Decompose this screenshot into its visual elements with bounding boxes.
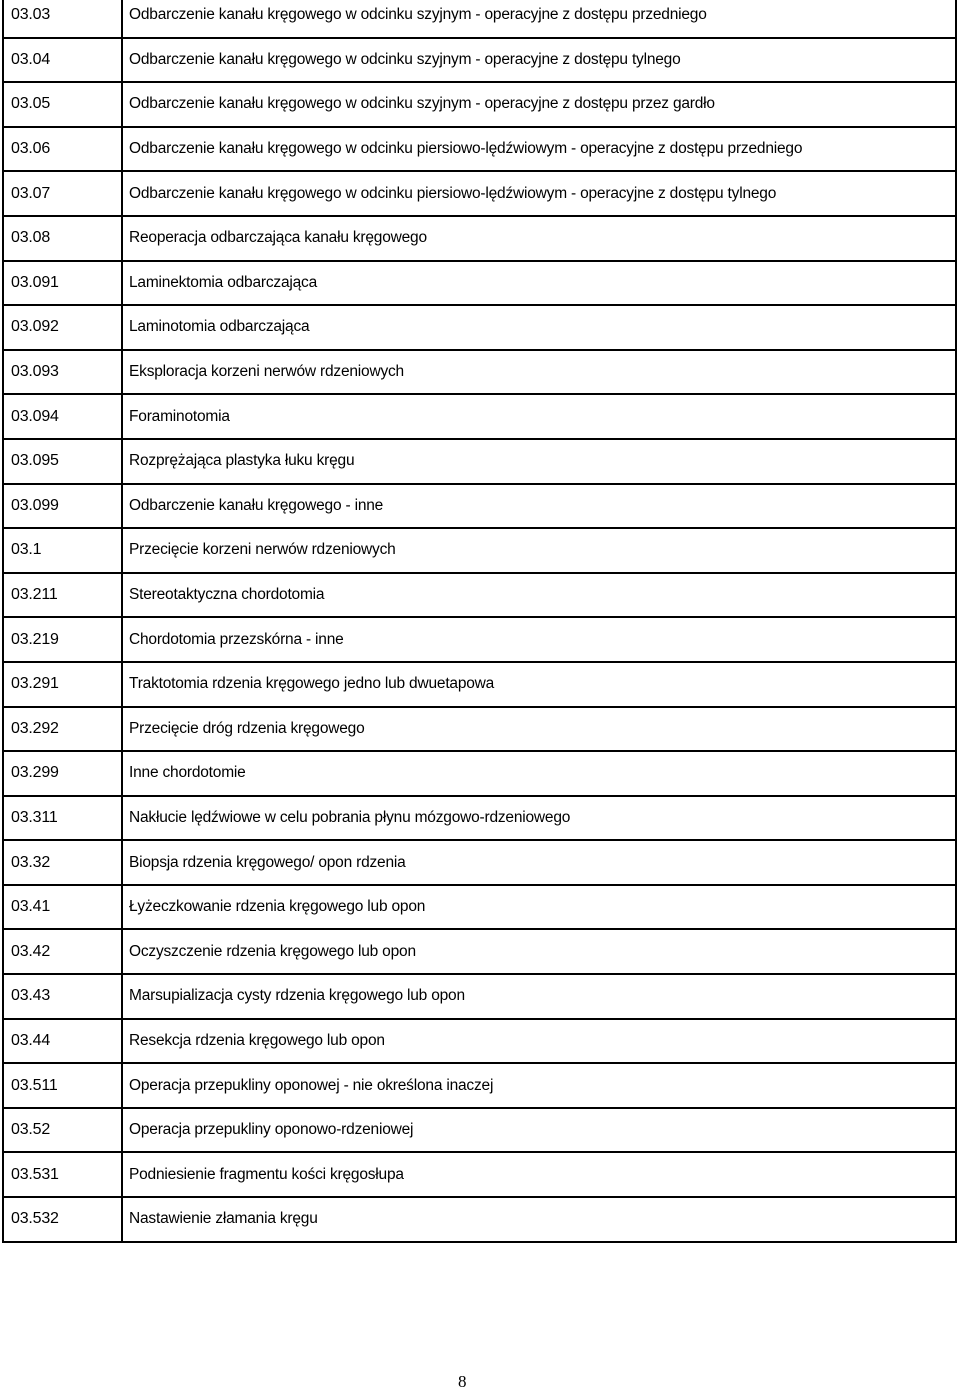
table-row (3, 1152, 956, 1197)
procedure-description: Operacja przepukliny oponowo-rdzeniowej (122, 1108, 956, 1153)
procedure-description: Odbarczenie kanału kręgowego w odcinku szyjnym - operacyjne z dostępu przez gardło (122, 82, 956, 127)
procedure-code: 03.03 (3, 0, 122, 38)
table-row (3, 439, 956, 484)
table-row (3, 1197, 956, 1242)
table-row (3, 1108, 956, 1153)
table-row (3, 573, 956, 618)
procedure-description: Przecięcie korzeni nerwów rdzeniowych (122, 528, 956, 573)
table-row (3, 840, 956, 885)
procedure-code: 03.41 (3, 885, 122, 930)
procedure-description: Rozprężająca plastyka łuku kręgu (122, 439, 956, 484)
procedure-code: 03.532 (3, 1197, 122, 1242)
procedure-code: 03.511 (3, 1063, 122, 1108)
table-row (3, 796, 956, 841)
procedure-code: 03.292 (3, 707, 122, 752)
procedure-code: 03.095 (3, 439, 122, 484)
table-row (3, 751, 956, 796)
procedure-code: 03.531 (3, 1152, 122, 1197)
procedure-codes-table (2, 0, 957, 1243)
table-row (3, 0, 956, 38)
procedure-description: Nakłucie lędźwiowe w celu pobrania płynu mózgowo-rdzeniowego (122, 796, 956, 841)
procedure-code: 03.093 (3, 350, 122, 395)
procedure-description: Laminektomia odbarczająca (122, 261, 956, 306)
procedure-code: 03.291 (3, 662, 122, 707)
procedure-code: 03.211 (3, 573, 122, 618)
procedure-description: Inne chordotomie (122, 751, 956, 796)
table-body (3, 0, 956, 1242)
procedure-description: Operacja przepukliny oponowej - nie określona inaczej (122, 1063, 956, 1108)
procedure-code: 03.07 (3, 171, 122, 216)
table-row (3, 171, 956, 216)
table-row (3, 394, 956, 439)
procedure-description: Nastawienie złamania kręgu (122, 1197, 956, 1242)
procedure-code: 03.05 (3, 82, 122, 127)
procedure-description: Łyżeczkowanie rdzenia kręgowego lub opon (122, 885, 956, 930)
table-row (3, 929, 956, 974)
table-row (3, 1019, 956, 1064)
table-row (3, 974, 956, 1019)
procedure-code: 03.091 (3, 261, 122, 306)
procedure-code: 03.099 (3, 484, 122, 529)
procedure-description: Laminotomia odbarczająca (122, 305, 956, 350)
procedure-description: Odbarczenie kanału kręgowego - inne (122, 484, 956, 529)
table-row (3, 885, 956, 930)
procedure-code: 03.43 (3, 974, 122, 1019)
procedure-description: Stereotaktyczna chordotomia (122, 573, 956, 618)
table-row (3, 305, 956, 350)
procedure-description: Reoperacja odbarczająca kanału kręgowego (122, 216, 956, 261)
procedure-description: Podniesienie fragmentu kości kręgosłupa (122, 1152, 956, 1197)
table-row (3, 528, 956, 573)
procedure-code: 03.094 (3, 394, 122, 439)
table-row (3, 261, 956, 306)
procedure-code: 03.52 (3, 1108, 122, 1153)
page-number: 8 (458, 1372, 467, 1391)
procedure-code: 03.04 (3, 38, 122, 83)
procedure-description: Eksploracja korzeni nerwów rdzeniowych (122, 350, 956, 395)
table-row (3, 127, 956, 172)
procedure-code: 03.219 (3, 617, 122, 662)
procedure-code: 03.311 (3, 796, 122, 841)
procedure-code: 03.08 (3, 216, 122, 261)
procedure-code: 03.06 (3, 127, 122, 172)
table-row (3, 82, 956, 127)
table-row (3, 484, 956, 529)
procedure-code: 03.092 (3, 305, 122, 350)
procedure-description: Odbarczenie kanału kręgowego w odcinku szyjnym - operacyjne z dostępu przedniego (122, 0, 956, 38)
procedure-description: Odbarczenie kanału kręgowego w odcinku piersiowo-lędźwiowym - operacyjne z dostępu przedniego (122, 127, 956, 172)
procedure-code: 03.44 (3, 1019, 122, 1064)
procedure-description: Chordotomia przezskórna - inne (122, 617, 956, 662)
procedure-code: 03.299 (3, 751, 122, 796)
procedure-description: Odbarczenie kanału kręgowego w odcinku piersiowo-lędźwiowym - operacyjne z dostępu tylnego (122, 171, 956, 216)
table-row (3, 216, 956, 261)
procedure-code: 03.32 (3, 840, 122, 885)
table-row (3, 350, 956, 395)
procedure-description: Przecięcie dróg rdzenia kręgowego (122, 707, 956, 752)
procedure-description: Biopsja rdzenia kręgowego/ opon rdzenia (122, 840, 956, 885)
table-row (3, 617, 956, 662)
procedure-description: Traktotomia rdzenia kręgowego jedno lub dwuetapowa (122, 662, 956, 707)
table-row (3, 707, 956, 752)
procedure-code: 03.1 (3, 528, 122, 573)
table-row (3, 662, 956, 707)
table-row (3, 38, 956, 83)
table-row (3, 1063, 956, 1108)
procedure-description: Marsupializacja cysty rdzenia kręgowego lub opon (122, 974, 956, 1019)
procedure-description: Oczyszczenie rdzenia kręgowego lub opon (122, 929, 956, 974)
procedure-description: Foraminotomia (122, 394, 956, 439)
procedure-code: 03.42 (3, 929, 122, 974)
procedure-description: Odbarczenie kanału kręgowego w odcinku szyjnym - operacyjne z dostępu tylnego (122, 38, 956, 83)
procedure-description: Resekcja rdzenia kręgowego lub opon (122, 1019, 956, 1064)
